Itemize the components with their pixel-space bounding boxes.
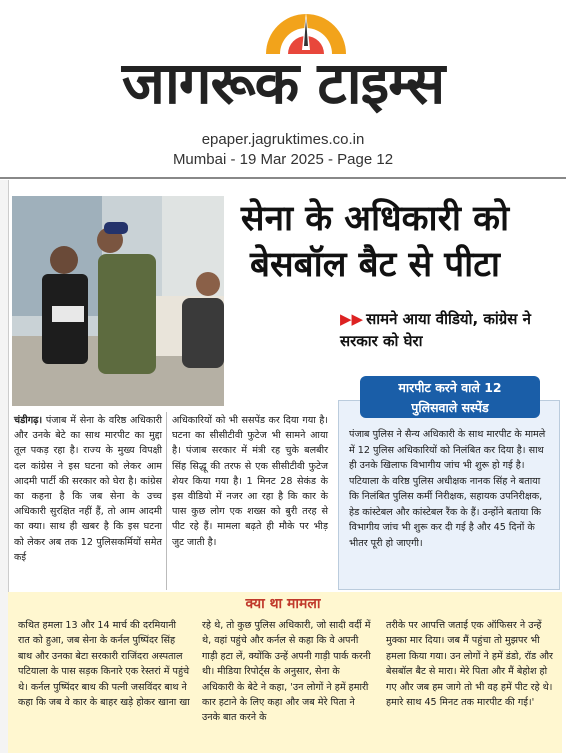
epaper-url[interactable]: epaper.jagruktimes.co.in: [201, 131, 365, 148]
article-subhead: [340, 308, 562, 352]
dateline: चंडीगढ़।: [14, 415, 43, 426]
sidebox-title-line-1: मारपीट करने वाले 12: [398, 380, 502, 395]
headline-line-2: बेसबॉल बैट से पीटा: [250, 245, 500, 285]
background-column-2: रहे थे, तो कुछ पुलिस अधिकारी, जो सादी वर्दी में थे, वहां पहुंचे और कर्नल से कहा कि वे अपनी गाड़ी हटा लें, क्योंकि उन्हें अपनी गाड़ी पार्क करनी थी। मीडिया रिपोर्ट्स के अनुसार, सेना के अधिकारी के बेटे ने कहा, 'उन लोगों ने हमें हमारी कार हटाने के लिए कहा और जब मेरे पिता ने उनके बात करने के: [202, 620, 371, 724]
subhead-text: सामने आया वीडियो, कांग्रेस ने सरकार को घेरा: [340, 310, 531, 350]
article-column-1: [14, 413, 162, 565]
sidebox-body: पंजाब पुलिस ने सैन्य अधिकारी के साथ मारपीट के मामले में 12 पुलिस अधिकारियों को निलंबित कर दिया है। साथ ही उनके खिलाफ विभागीय जांच भी शुरू हो गई है। पटियाला के वरिष्ठ पुलिस अधीक्षक नानक सिंह ने बताया कि निलंबित पुलिस कर्मी निरीक्षक, सहायक उपनिरीक्षक, हेड कांस्टेबल और कांस्टेबल रैंक के हैं। उन्होंने बताया कि विभागीय जांच भी शुरू कर दी गई है और 45 दिनों के भीतर पूरी हो जाएगी।: [338, 400, 560, 590]
column-divider: [166, 412, 167, 590]
sidebox-title: [360, 376, 540, 418]
sidebox-title-line-2: पुलिसवाले सस्पेंड: [411, 400, 489, 415]
background-story-title: क्या था मामला: [245, 596, 321, 612]
article-column-1-text: पंजाब में सेना के वरिष्ठ अधिकारी और उनके बेटे का साथ मारपीट का मुद्दा तूल पकड़ रहा है। राज्य के मुख्य विपक्षी दल कांग्रेस ने इस घटना को लेकर आम आदमी पार्टी की सरकार को घेरा है। कांग्रेस का कहना है कि जब सेना के उच्च अधिकारी सुरक्षित नहीं हैं, तो आम आदमी का क्या। साथ ही खबर है कि इस घटना को लेकर अब तक 12 पुलिसकर्मियों समेत कई: [14, 415, 162, 563]
newspaper-logo: जागरूक टाइम्स: [121, 49, 445, 117]
sun-logo-icon: [258, 6, 354, 54]
headline-line-1: सेना के अधिकारी को: [240, 199, 510, 239]
article-headline: [190, 196, 560, 288]
background-column-1: कथित हमला 13 और 14 मार्च की दरमियानी रात को हुआ, जब सेना के कर्नल पुष्पिंदर सिंह बाथ और उनका बेटा सरकारी राजिंदरा अस्पताल पटियाला के पास सड़क किनारे एक रेस्तरां में पहुंचे थे। कर्नल पुष्पिंदर बाथ की पत्नी जसविंदर बाथ ने कहा कि जब वे कार के बाहर खड़े होकर खाना खा: [18, 620, 190, 709]
edition-date: Mumbai - 19 Mar 2025 - Page 12: [172, 151, 394, 168]
background-column-3: तरीके पर आपत्ति जताई एक ऑफिसर ने उन्हें मुक्का मार दिया। जब मैं पहुंचा तो मुझपर भी हमला किया गया। उन लोगों ने हमें डंडो, रॉड और बेसबॉल बैट से मारा। मेरे पिता और मैं बेहोश हो गए और जब हम जागे तो भी वह हमें पीट रहे थे। हमारे साथ 45 मिनट तक मारपीट की गई।': [386, 620, 553, 709]
article-column-2: अधिकारियों को भी ससपेंड कर दिया गया है। घटना का सीसीटीवी फुटेज भी सामने आया है। पंजाब सरकार में मंत्री रह चुके बलबीर सिंह सिद्धू की तरफ से एक सीसीटीवी फुटेज शेयर किया गया है। 1 मिनट 28 सेकंड के इस वीडियो में नजर आ रहा है कि कार के पास कुछ लोग एक शख्स को बुरी तरह से पीट रहे हैं। मामला बढ़ते ही मौके पर भीड़ जुट जाती है।: [172, 415, 328, 548]
double-arrow-icon: ▶▶: [340, 310, 364, 328]
masthead-divider: [0, 177, 566, 179]
masthead: [0, 0, 566, 178]
